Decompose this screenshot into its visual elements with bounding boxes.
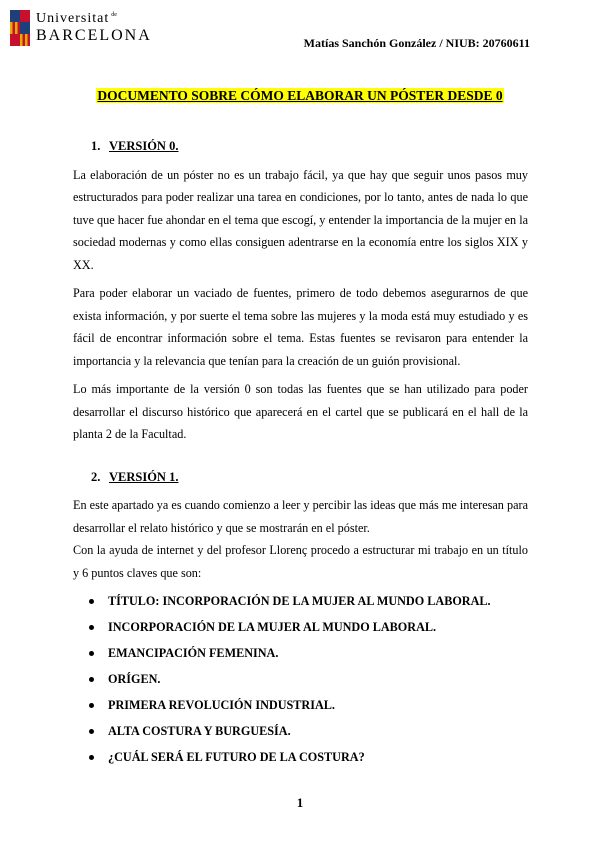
list-item-text: INCORPORACIÓN DE LA MUJER AL MUNDO LABORAL. — [108, 619, 437, 634]
university-shield-icon — [10, 10, 30, 46]
logo-line1-suffix: de — [111, 12, 117, 18]
logo-line2: BARCELONA — [36, 27, 152, 44]
section-title: VERSIÓN 1. — [109, 469, 179, 484]
author-info: Matías Sanchón González / NIUB: 20760611 — [303, 36, 530, 50]
university-logo — [10, 10, 152, 46]
list-item-text: ¿CUÁL SERÁ EL FUTURO DE LA COSTURA? — [108, 749, 365, 764]
list-item-text: EMANCIPACIÓN FEMENINA. — [108, 645, 279, 660]
logo-line1-text: Universitat — [36, 11, 110, 26]
section-heading-version-1 — [91, 466, 528, 489]
section-number: 2. — [91, 469, 101, 484]
bullet-icon — [89, 651, 94, 656]
page-header — [10, 10, 590, 50]
list-item — [73, 640, 528, 666]
section-title: VERSIÓN 0. — [109, 139, 179, 153]
list-item-text: PRIMERA REVOLUCIÓN INDUSTRIAL. — [108, 697, 335, 712]
bullet-icon — [89, 599, 94, 604]
list-item — [73, 718, 528, 744]
paragraph: Para poder elaborar un vaciado de fuentes, primero de todo debemos asegurarnos de que exista información, y por suerte el tema sobre las mujeres y la moda está muy estudiado y es fácil de encontrar información sobre el tema. Estas fuentes se revisaron para entender la importancia y la relevancia que tenían para la creación de un guión provisional. — [73, 286, 528, 368]
list-item-text: ALTA COSTURA Y BURGUESÍA. — [108, 723, 291, 738]
logo-line1 — [36, 12, 152, 26]
bullet-icon — [89, 625, 94, 630]
bullet-icon — [89, 755, 94, 760]
section-number: 1. — [91, 139, 101, 153]
list-item — [73, 666, 528, 692]
bullet-icon — [89, 703, 94, 708]
paragraph: Con la ayuda de internet y del profesor Llorenç procedo a estructurar mi trabajo en un título y 6 puntos claves que son: — [73, 543, 528, 580]
list-item — [73, 692, 528, 718]
document-title-text: DOCUMENTO SOBRE CÓMO ELABORAR UN PÓSTER DESDE 0 — [97, 88, 503, 103]
paragraph: Lo más importante de la versión 0 son todas las fuentes que se han utilizado para poder desarrollar el discurso histórico que aparecerá en el cartel que se publicará en el hall de la planta 2 de la Facultad. — [73, 382, 528, 441]
list-item — [73, 614, 528, 640]
key-points-list — [73, 588, 528, 770]
list-item — [73, 744, 528, 770]
document-body — [73, 135, 528, 770]
list-item — [73, 588, 528, 614]
bullet-icon — [89, 729, 94, 734]
logo-wordmark — [36, 12, 152, 44]
list-item-text: TÍTULO: INCORPORACIÓN DE LA MUJER AL MUNDO LABORAL. — [108, 593, 491, 608]
page-number: 1 — [296, 795, 304, 810]
document-title — [0, 88, 600, 104]
list-item-text: ORÍGEN. — [108, 671, 161, 686]
paragraph: La elaboración de un póster no es un trabajo fácil, ya que hay que seguir unos pasos muy estructurados para poder realizar una tarea en condiciones, por lo tanto, antes de nada lo que tuve que hacer fue ahondar en el tema que escogí, y entender la importancia de la mujer en la sociedad modernas y como ellas consiguen adentrarse en la economía entre los siglos XIX y XX. — [73, 167, 528, 272]
section-heading-version-0 — [91, 135, 528, 158]
bullet-icon — [89, 677, 94, 682]
paragraph: En este apartado ya es cuando comienzo a leer y percibir las ideas que más me interesan para desarrollar el relato histórico y que se mostrarán en el póster. — [73, 498, 528, 535]
